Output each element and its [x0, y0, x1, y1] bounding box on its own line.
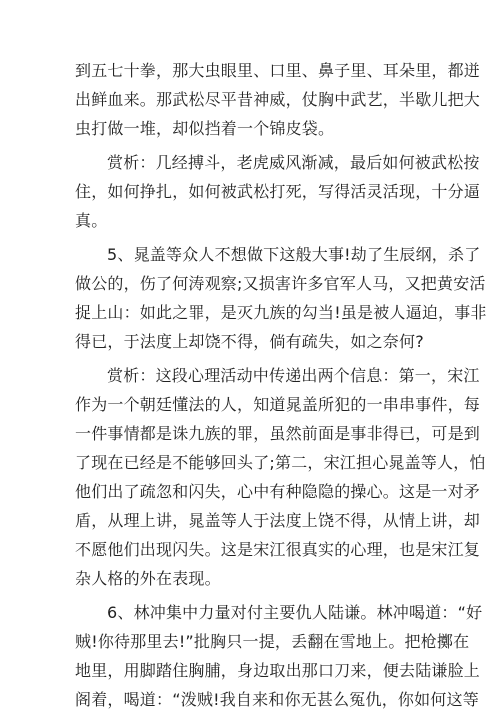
paragraph-appreciation-1 [75, 148, 481, 235]
text-line: 杂人格的外在表现。 [75, 569, 221, 588]
paragraph-item-6 [75, 598, 483, 714]
text-line: 赏析：几经搏斗，老虎威风渐减，最后如何被武松按 [107, 153, 480, 172]
paragraph-tiger-fight [75, 56, 481, 143]
text-line: 了现在已经是不能够回头了;第二，宋江担心晁盖等人，怕 [75, 453, 486, 472]
paragraph-item-5 [75, 240, 487, 356]
document-body [75, 56, 487, 719]
text-line: 他们出了疏忽和闪失，心中有种隐隐的操心。这是一对矛 [75, 482, 481, 501]
text-line: 做公的，伤了何涛观察;又损害许多官军人马，又把黄安活 [75, 274, 486, 293]
text-line: 赏析：这段心理活动中传递出两个信息：第一，宋江 [107, 366, 480, 385]
text-line: 出鲜血来。那武松尽平昔神威，仗胸中武艺，半歇儿把大 [75, 90, 481, 109]
text-line: 阁着，喝道：“泼贼!我自来和你无甚么冤仇，你如何这等 [75, 690, 479, 709]
text-line: 一件事情都是诛九族的罪，虽然前面是事非得已，可是到 [75, 424, 481, 443]
text-line: 6、林冲集中力量对付主要仇人陆谦。林冲喝道：“好 [107, 603, 483, 622]
text-line: 捉上山：如此之罪，是灭九族的勾当!虽是被人逼迫，事非 [75, 303, 487, 322]
text-line: 到五七十拳，那大虫眼里、口里、鼻子里、耳朵里，都迸 [75, 61, 481, 80]
text-line: 得已，于法度上却饶不得，倘有疏失，如之奈何? [75, 332, 424, 351]
text-line: 真。 [75, 211, 108, 230]
text-line: 地里，用脚踏住胸脯，身边取出那口刀来，便去陆谦脸上 [75, 661, 481, 680]
text-line: 住，如何挣扎，如何被武松打死，写得活灵活现，十分逼 [75, 182, 481, 201]
text-line: 不愿他们出现闪失。这是宋江很真实的心理，也是宋江复 [75, 540, 481, 559]
text-line: 作为一个朝廷懂法的人，知道晁盖所犯的一串串事件，每 [75, 395, 481, 414]
paragraph-appreciation-2 [75, 361, 486, 593]
text-line: 盾，从理上讲，晁盖等人于法度上饶不得，从情上讲，却 [75, 511, 481, 530]
text-line: 5、晁盖等众人不想做下这般大事!劫了生辰纲，杀了 [107, 245, 481, 264]
text-line: 贼!你待那里去!”批胸只一提，丢翻在雪地上。把枪擲在 [75, 632, 470, 651]
text-line: 虫打做一堆，却似挡着一个锦皮袋。 [75, 119, 335, 138]
